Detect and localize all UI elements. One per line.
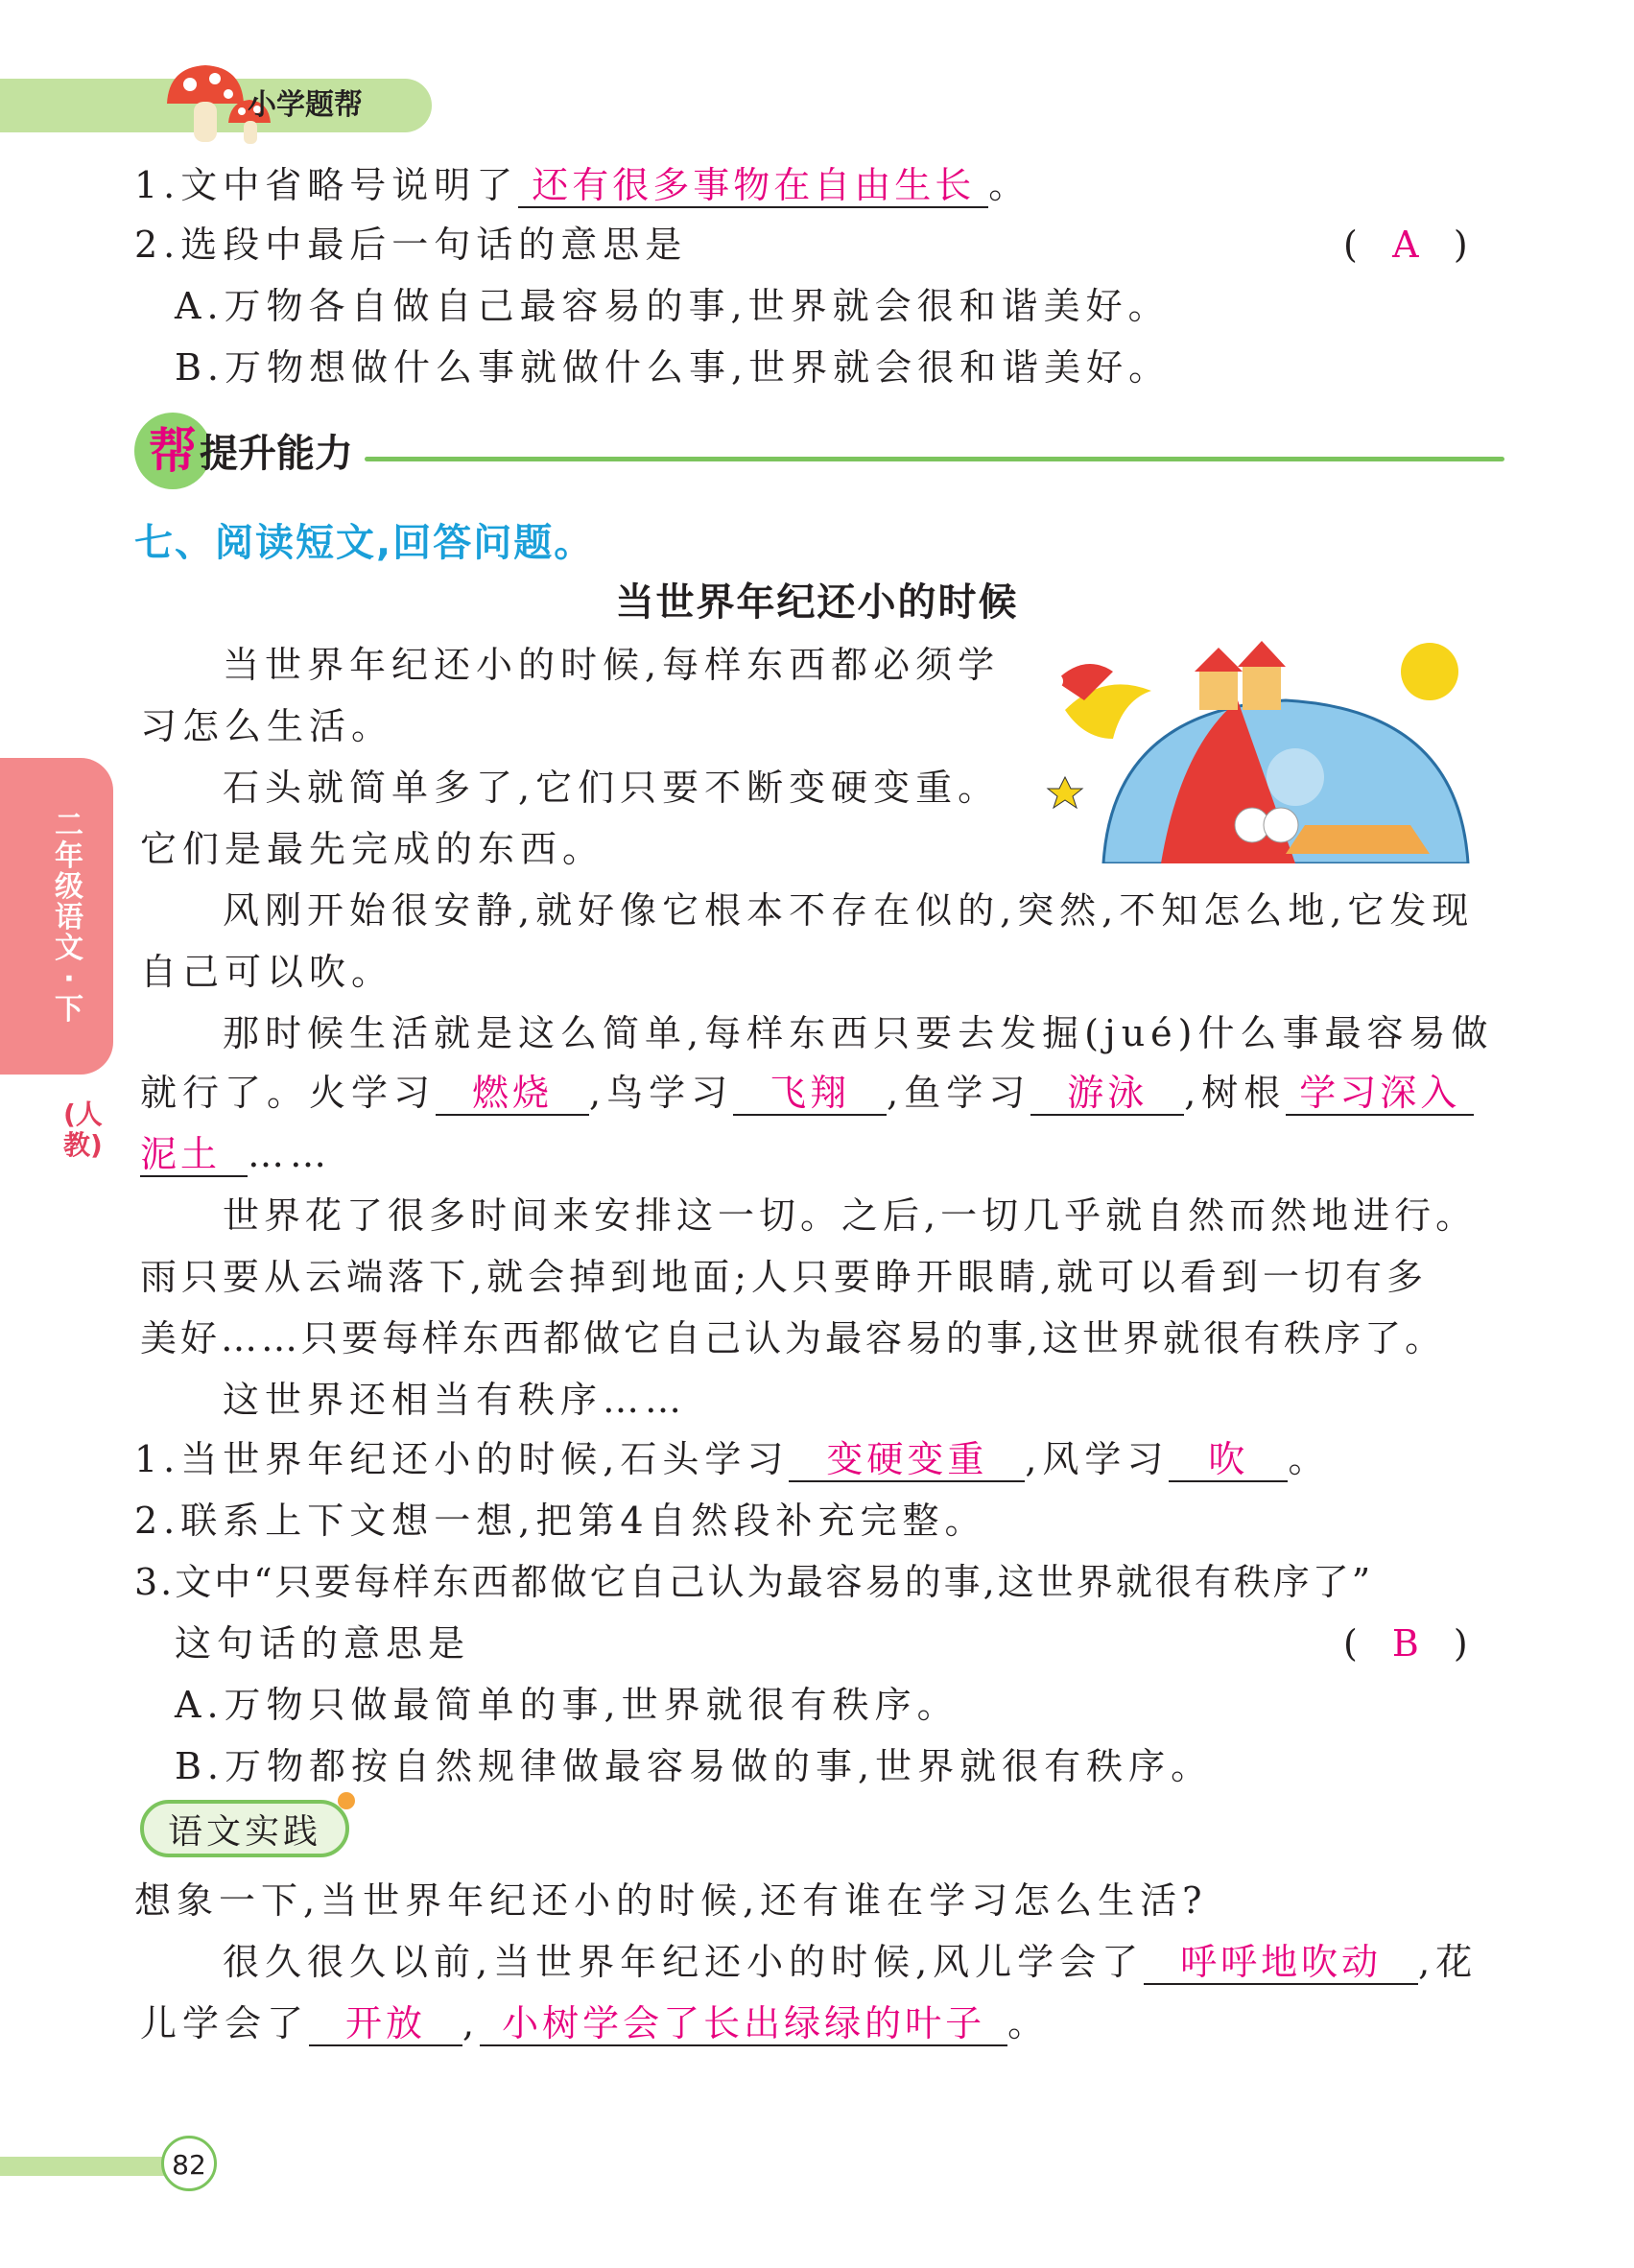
answer-blank-bird: 飞翔 (733, 1072, 887, 1116)
passage-title: 当世界年纪还小的时候 (615, 580, 1019, 625)
answer-blank-wind-practice: 呼呼地吹动 (1144, 1941, 1418, 1985)
answer-blank-fire: 燃烧 (436, 1072, 589, 1116)
banner-badge: 帮 (134, 413, 211, 489)
question-1: 1.当世界年纪还小的时候,石头学习 变硬变重 ,风学习 吹 。 (134, 1438, 1331, 1480)
passage-line: 这世界还相当有秩序…… (223, 1379, 688, 1421)
question-3-cont: 这句话的意思是 (175, 1622, 471, 1665)
passage-line: 自己可以吹。 (140, 951, 394, 993)
answer-blank-tree: 小树学会了长出绿绿的叶子 (480, 2002, 1007, 2046)
question-3: 3.文中“只要每样东西都做它自己认为最容易的事,这世界就很有秩序了” (134, 1561, 1374, 1603)
banner-label: 提升能力 (200, 432, 353, 476)
passage-line: 它们是最先完成的东西。 (140, 828, 605, 870)
answer-blank-stone: 变硬变重 (789, 1438, 1025, 1482)
option-b: B.万物想做什么事就做什么事,世界就会很和谐美好。 (175, 346, 1172, 389)
answer-paren: ( A ) (1343, 224, 1468, 266)
edition-label: (人教) (63, 1099, 103, 1161)
passage-line-with-blanks: 泥土 …… (140, 1133, 332, 1175)
passage-line: 风刚开始很安静,就好像它根本不存在似的,突然,不知怎么地,它发现 (223, 889, 1475, 932)
passage-line: 那时候生活就是这么简单,每样东西只要去发掘(jué)什么事最容易做 (223, 1012, 1494, 1054)
answer-blank-fish: 游泳 (1030, 1072, 1184, 1116)
passage-line: 当世界年纪还小的时候,每样东西都必须学 (223, 644, 1001, 686)
passage-line: 习怎么生活。 (140, 705, 394, 747)
answer-blank: 还有很多事物在自由生长 (518, 164, 988, 208)
top-question-2: 2.选段中最后一句话的意思是 (134, 224, 688, 266)
banner-line (365, 457, 1504, 461)
answer-blank-root-cont: 泥土 (140, 1133, 248, 1177)
badge-dot (338, 1792, 355, 1809)
grade-label: 二年级语文·下 (55, 809, 83, 1027)
brand-title: 小学题帮 (248, 88, 363, 122)
page-number: 82 (161, 2136, 217, 2191)
answer-blank-flower: 开放 (309, 2002, 462, 2046)
practice-prompt: 想象一下,当世界年纪还小的时候,还有谁在学习怎么生活? (134, 1879, 1208, 1922)
option-a: A.万物各自做自己最容易的事,世界就会很和谐美好。 (175, 285, 1171, 327)
passage-line: 石头就简单多了,它们只要不断变硬变重。 (223, 767, 1001, 809)
answer-paren: ( B ) (1343, 1622, 1468, 1665)
top-question-1: 1.文中省略号说明了 还有很多事物在自由生长 。 (134, 164, 1031, 206)
option-b: B.万物都按自然规律做最容易做的事,世界就很有秩序。 (175, 1745, 1214, 1787)
passage-line: 雨只要从云端落下,就会掉到地面;人只要睁开眼睛,就可以看到一切有多 (140, 1256, 1428, 1298)
practice-line: 儿学会了 开放 , 小树学会了长出绿绿的叶子 。 (140, 2002, 1051, 2044)
practice-line: 很久很久以前,当世界年纪还小的时候,风儿学会了 呼呼地吹动 ,花 (223, 1941, 1479, 1983)
option-a: A.万物只做最简单的事,世界就很有秩序。 (175, 1684, 959, 1726)
question-2: 2.联系上下文想一想,把第4自然段补充完整。 (134, 1500, 987, 1542)
passage-line: 美好……只要每样东西都做它自己认为最容易的事,这世界就很有秩序了。 (140, 1317, 1446, 1359)
practice-badge: 语文实践 (140, 1800, 349, 1857)
section-title: 七、阅读短文,回答问题。 (134, 521, 595, 565)
answer-blank-wind: 吹 (1169, 1438, 1288, 1482)
earth-illustration (1046, 633, 1506, 863)
footer-bar (0, 2157, 173, 2176)
answer-blank-root: 学习深入 (1286, 1072, 1474, 1116)
passage-line-with-blanks: 就行了。火学习 燃烧 ,鸟学习 飞翔 ,鱼学习 游泳 ,树根 学习深入 (140, 1069, 1474, 1117)
passage-line: 世界花了很多时间来安排这一切。之后,一切几乎就自然而然地进行。 (223, 1194, 1478, 1237)
